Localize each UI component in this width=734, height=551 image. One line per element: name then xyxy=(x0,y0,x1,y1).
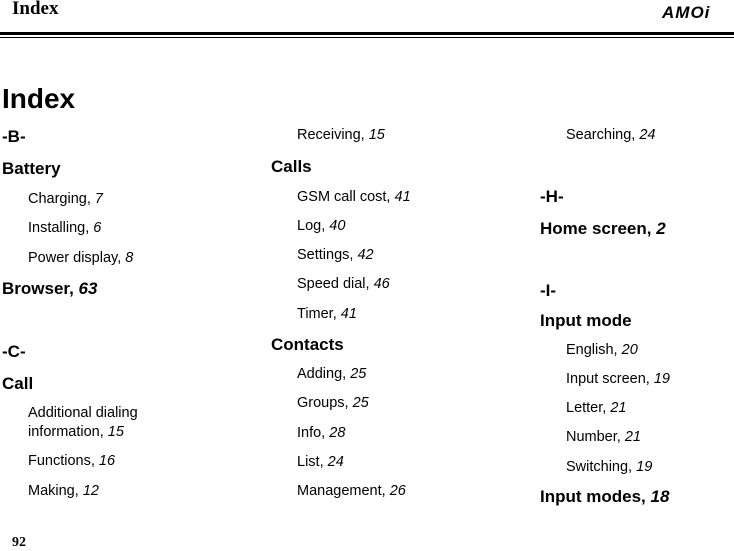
index-subentry: Management, 26 xyxy=(297,483,406,499)
page-ref: 18 xyxy=(650,487,670,506)
page-title: Index xyxy=(2,83,76,114)
index-heading: Calls xyxy=(271,157,312,176)
page-ref: 21 xyxy=(624,429,641,445)
page-ref: 16 xyxy=(98,453,116,469)
index-heading: Call xyxy=(2,374,34,393)
index-subentry: Groups, 25 xyxy=(297,395,369,411)
index-subentry: Timer, 41 xyxy=(297,306,357,322)
page-ref: 24 xyxy=(327,454,344,470)
index-subentry: List, 24 xyxy=(297,454,344,470)
index-subentry: Speed dial, 46 xyxy=(297,276,390,292)
index-subentry: Charging, 7 xyxy=(28,191,103,207)
index-letter-heading: -B- xyxy=(2,127,26,146)
index-subentry: Input screen, 19 xyxy=(566,371,670,387)
index-subentry: Switching, 19 xyxy=(566,459,653,475)
index-subentry: Power display, 8 xyxy=(28,250,134,266)
index-letter-heading: -C- xyxy=(2,342,26,361)
page-ref: 46 xyxy=(373,276,390,292)
index-heading: Contacts xyxy=(271,335,344,354)
svg-text:AMOi: AMOi xyxy=(662,3,711,22)
index-letter-heading: -I- xyxy=(540,281,557,300)
index-subentry: Installing, 6 xyxy=(28,220,102,236)
page-ref: 24 xyxy=(639,127,656,143)
index-heading: Home screen, 2 xyxy=(540,219,666,238)
page-ref: 6 xyxy=(93,220,102,236)
index-subentry: Log, 40 xyxy=(297,218,346,234)
page-ref: 19 xyxy=(636,459,653,475)
index-subentry: English, 20 xyxy=(566,342,638,358)
page-ref: 7 xyxy=(94,191,103,207)
index-subentry: Adding, 25 xyxy=(297,366,367,382)
index-subentry: Receiving, 15 xyxy=(297,127,385,143)
page-ref: 21 xyxy=(610,400,627,416)
page-ref: 40 xyxy=(329,218,346,234)
index-subentry: Additional dialing xyxy=(28,405,138,421)
index-heading: Input modes, 18 xyxy=(540,487,670,506)
index-subentry: Letter, 21 xyxy=(566,400,627,416)
header-rule-thin xyxy=(0,37,734,38)
index-heading: Browser, 63 xyxy=(2,279,98,298)
page-ref: 15 xyxy=(368,127,385,143)
page-ref: 19 xyxy=(653,371,670,387)
index-letter-heading: -H- xyxy=(540,187,564,206)
page-ref: 2 xyxy=(656,219,666,238)
page-ref: 28 xyxy=(329,425,346,441)
page-ref: 12 xyxy=(82,483,99,499)
page-number: 92 xyxy=(12,535,26,550)
index-subentry: Settings, 42 xyxy=(297,247,374,263)
page-ref: 8 xyxy=(125,250,134,266)
page-ref: 63 xyxy=(78,279,98,298)
amoi-logo xyxy=(660,2,730,22)
index-subentry: Number, 21 xyxy=(566,429,641,445)
page-ref: 15 xyxy=(107,424,124,440)
running-header-title: Index xyxy=(12,0,59,19)
index-subentry: GSM call cost, 41 xyxy=(297,189,411,205)
index-subentry: Info, 28 xyxy=(297,425,346,441)
index-subentry: information, 15 xyxy=(28,424,124,440)
index-subentry: Searching, 24 xyxy=(566,127,656,143)
page-ref: 42 xyxy=(357,247,374,263)
page-ref: 25 xyxy=(350,366,367,382)
index-heading: Battery xyxy=(2,159,61,178)
index-subentry: Making, 12 xyxy=(28,483,99,499)
page-ref: 41 xyxy=(340,306,357,322)
page-ref: 41 xyxy=(394,189,411,205)
page-ref: 26 xyxy=(389,483,406,499)
index-subentry: Functions, 16 xyxy=(28,453,116,469)
page-ref: 25 xyxy=(352,395,369,411)
index-heading: Input mode xyxy=(540,311,632,330)
header-rule-thick xyxy=(0,32,734,35)
page-ref: 20 xyxy=(621,342,638,358)
